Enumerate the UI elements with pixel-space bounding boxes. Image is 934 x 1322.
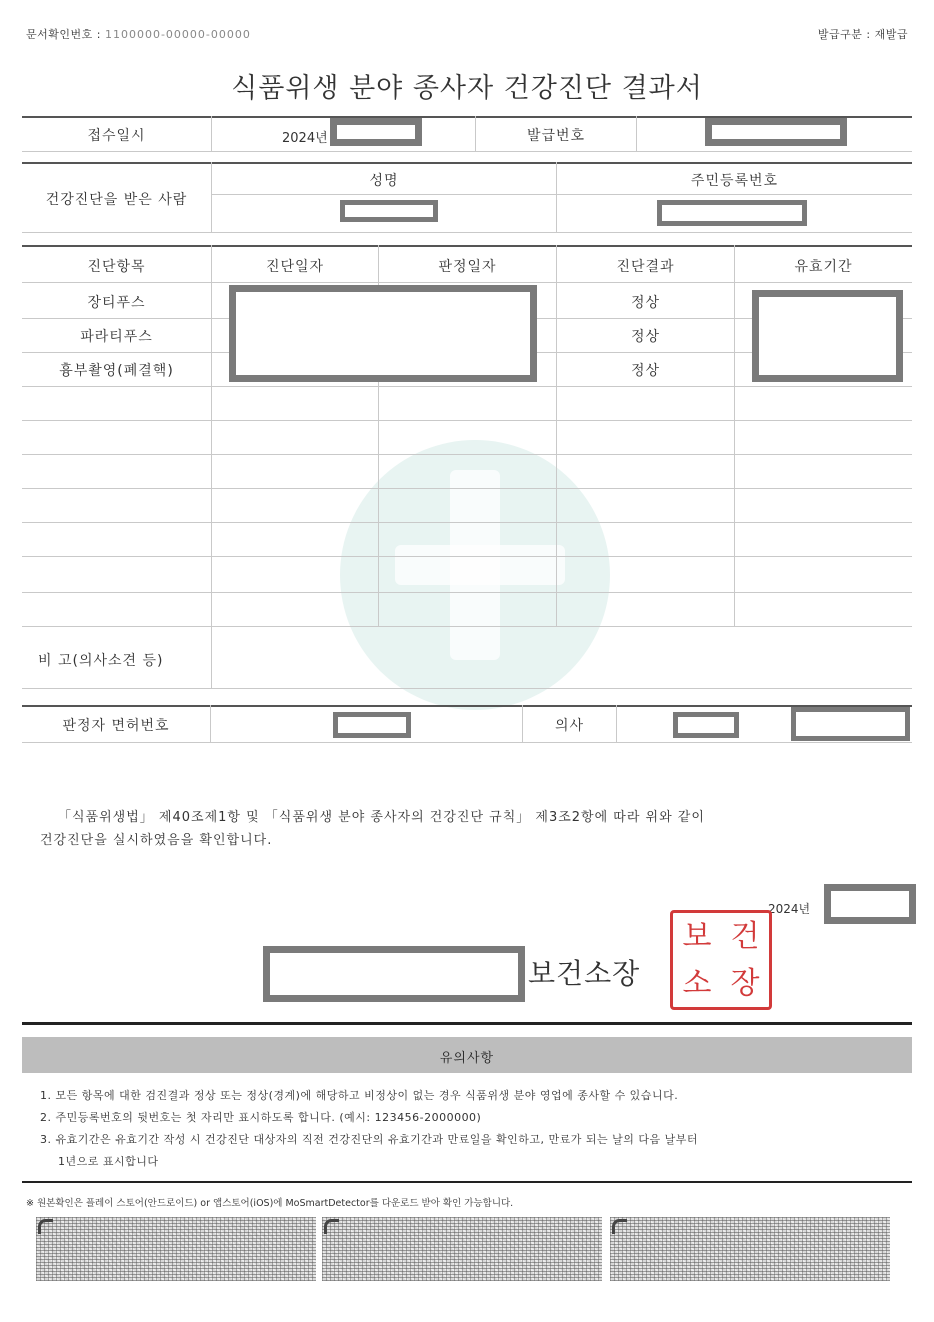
row-result-chest-xray: 정상	[630, 363, 661, 379]
verification-barcode-2	[322, 1217, 602, 1281]
notice-title: 유의사항	[439, 1051, 495, 1066]
row-item-typhoid: 장티푸스	[87, 295, 146, 311]
redacted-doctor-signature	[791, 707, 910, 741]
redacted-issue-number	[705, 118, 847, 146]
notice-item-2: 2. 주민등록번호의 뒷번호는 첫 자리만 표시하도록 합니다. (예시: 123456-2000000)	[40, 1111, 482, 1124]
authority-title: 보건소장	[528, 957, 641, 990]
official-seal	[670, 910, 772, 1010]
col-header-validity: 유효기간	[794, 259, 853, 275]
redacted-receipt-date	[330, 118, 422, 146]
remarks-label: 비 고(의사소견 등)	[38, 653, 164, 669]
row-result-paratyphoid: 정상	[630, 329, 661, 345]
row-item-chest-xray: 흉부촬영(폐결핵)	[59, 363, 174, 379]
issue-number-label: 발급번호	[526, 128, 586, 144]
redacted-doctor-name	[673, 712, 739, 738]
seal-char-2: 건	[730, 918, 760, 954]
notice-item-1: 1. 모든 항목에 대한 검진결과 정상 또는 정상(경계)에 해당하고 비정상이 없는 경우 식품위생 분야 영업에 종사할 수 있습니다.	[40, 1089, 679, 1102]
person-label: 건강진단을 받은 사람	[45, 192, 188, 208]
seal-char-1: 보	[682, 918, 712, 954]
redacted-name	[340, 200, 438, 222]
issue-type: 발급구분 : 재발급	[817, 28, 908, 41]
issue-date-prefix: 2024년	[768, 902, 811, 916]
row-item-paratyphoid: 파라티푸스	[80, 329, 153, 345]
doc-confirm-label: 문서확인번호 :	[26, 28, 101, 41]
watermark-cross-horizontal	[395, 545, 565, 585]
verification-barcode-3	[610, 1217, 890, 1281]
notice-item-3: 3. 유효기간은 유효기간 작성 시 건강진단 대상자의 직전 건강진단의 유효기간과 만료일을 확인하고, 만료가 되는 날의 다음 날부터	[40, 1133, 698, 1146]
redacted-authority-name	[263, 946, 525, 1002]
doctor-label: 의사	[554, 718, 585, 734]
statement-line-2: 건강진단을 실시하였음을 확인합니다.	[40, 833, 273, 848]
footer-note: ※ 원본확인은 플레이 스토어(안드로이드) or 앱스토어(iOS)에 MoSmartDetector를 다운로드 받아 확인 가능합니다.	[26, 1198, 514, 1209]
signal-icon	[612, 1219, 627, 1234]
notice-item-3-cont: 1년으로 표시합니다	[58, 1155, 159, 1168]
signal-icon	[38, 1219, 53, 1234]
doc-confirm-value: 1100000-00000-00000	[104, 28, 251, 41]
name-label: 성명	[369, 173, 399, 189]
col-header-item: 진단항목	[87, 259, 146, 275]
verification-barcode-1	[36, 1217, 316, 1281]
page-title: 식품위생 분야 종사자 건강진단 결과서	[231, 73, 703, 104]
signal-icon	[324, 1219, 339, 1234]
receipt-label: 접수일시	[87, 128, 146, 144]
seal-char-4: 장	[730, 965, 760, 1001]
row-result-typhoid: 정상	[630, 295, 661, 311]
redacted-dates	[229, 285, 537, 382]
col-header-result: 진단결과	[616, 259, 675, 275]
col-header-judgment-date: 판정일자	[438, 259, 497, 275]
doc-confirm-number	[26, 26, 251, 42]
seal-char-3: 소	[682, 965, 712, 1001]
redacted-license-number	[333, 712, 411, 738]
receipt-value: 2024년	[282, 131, 328, 146]
col-header-exam-date: 진단일자	[265, 259, 325, 275]
license-label: 판정자 면허번호	[62, 718, 170, 734]
redacted-rrn	[657, 200, 807, 226]
rrn-label: 주민등록번호	[690, 173, 779, 189]
statement-line-1: 「식품위생법」 제40조제1항 및 「식품위생 분야 종사자의 건강진단 규칙」 제3조2항에 따라 위와 같이	[58, 810, 705, 825]
redacted-issue-date	[824, 884, 916, 924]
redacted-validity	[752, 290, 903, 382]
